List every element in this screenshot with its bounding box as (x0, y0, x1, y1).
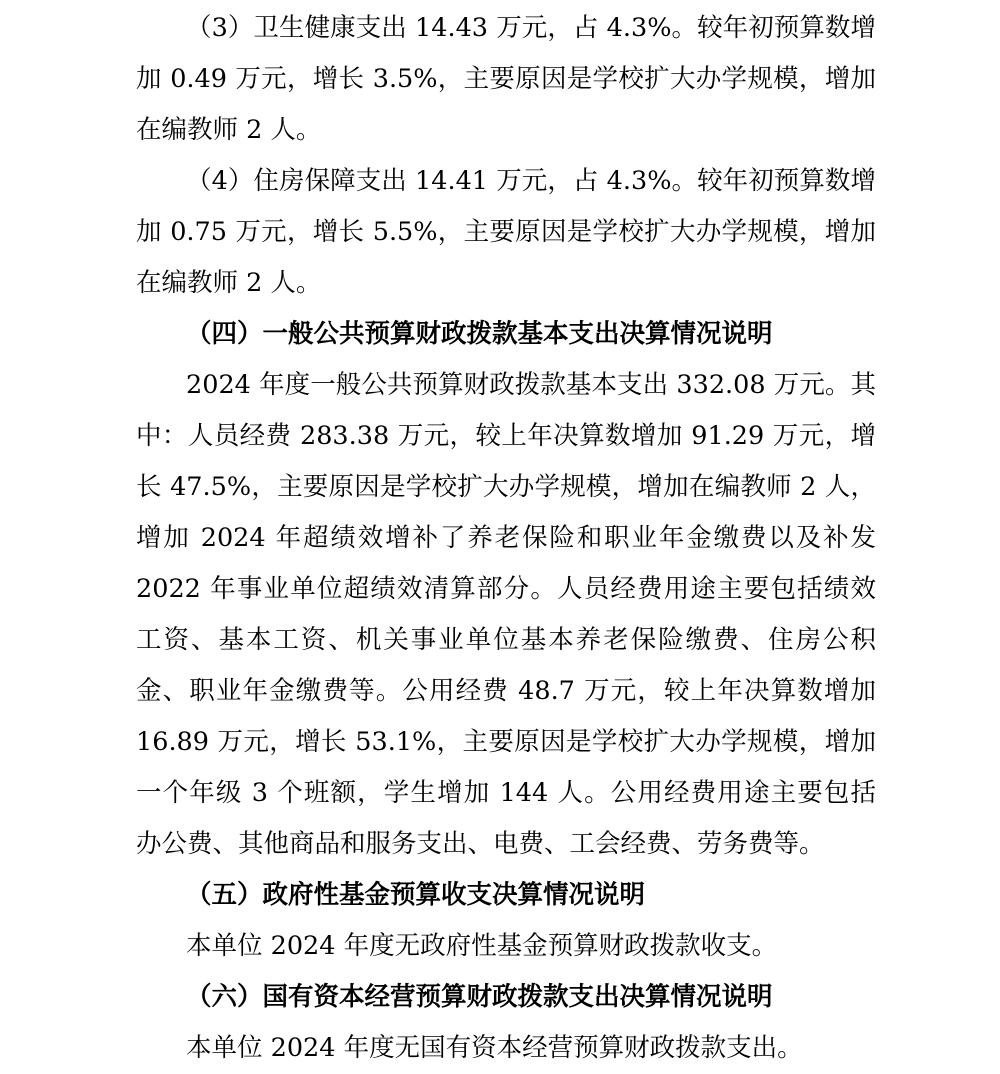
text-line: 加 0.75 万元，增长 5.5%，主要原因是学校扩大办学规模，增加 (136, 217, 876, 247)
text-line: 金、职业年金缴费等。公用经费 48.7 万元，较上年决算数增加 (136, 676, 876, 706)
text-line: （3）卫生健康支出 14.43 万元，占 4.3%。较年初预算数增 (186, 13, 876, 43)
text-line: 本单位 2024 年度无国有资本经营预算财政拨款支出。 (186, 1033, 803, 1063)
heading-line: （六）国有资本经营预算财政拨款支出决算情况说明 (186, 982, 773, 1012)
text-line: 长 47.5%，主要原因是学校扩大办学规模，增加在编教师 2 人， (136, 472, 876, 502)
text-line: 2022 年事业单位超绩效清算部分。人员经费用途主要包括绩效 (136, 574, 876, 604)
text-line: 在编教师 2 人。 (136, 268, 322, 298)
text-line: 办公费、其他商品和服务支出、电费、工会经费、劳务费等。 (136, 829, 825, 859)
text-line: 本单位 2024 年度无政府性基金预算财政拨款收支。 (186, 931, 778, 961)
text-line: 一个年级 3 个班额，学生增加 144 人。公用经费用途主要包括 (136, 778, 876, 808)
text-line: （4）住房保障支出 14.41 万元，占 4.3%。较年初预算数增 (186, 166, 876, 196)
text-line: 加 0.49 万元，增长 3.5%，主要原因是学校扩大办学规模，增加 (136, 64, 876, 94)
heading-line: （四）一般公共预算财政拨款基本支出决算情况说明 (186, 319, 773, 349)
text-line: 2024 年度一般公共预算财政拨款基本支出 332.08 万元。其 (186, 370, 876, 400)
text-line: 16.89 万元，增长 53.1%，主要原因是学校扩大办学规模，增加 (136, 727, 876, 757)
text-line: 增加 2024 年超绩效增补了养老保险和职业年金缴费以及补发 (136, 523, 876, 553)
text-line: 工资、基本工资、机关事业单位基本养老保险缴费、住房公积 (136, 625, 876, 655)
text-line: 在编教师 2 人。 (136, 115, 322, 145)
heading-line: （五）政府性基金预算收支决算情况说明 (186, 880, 646, 910)
text-line: 中：人员经费 283.38 万元，较上年决算数增加 91.29 万元，增 (136, 421, 876, 451)
